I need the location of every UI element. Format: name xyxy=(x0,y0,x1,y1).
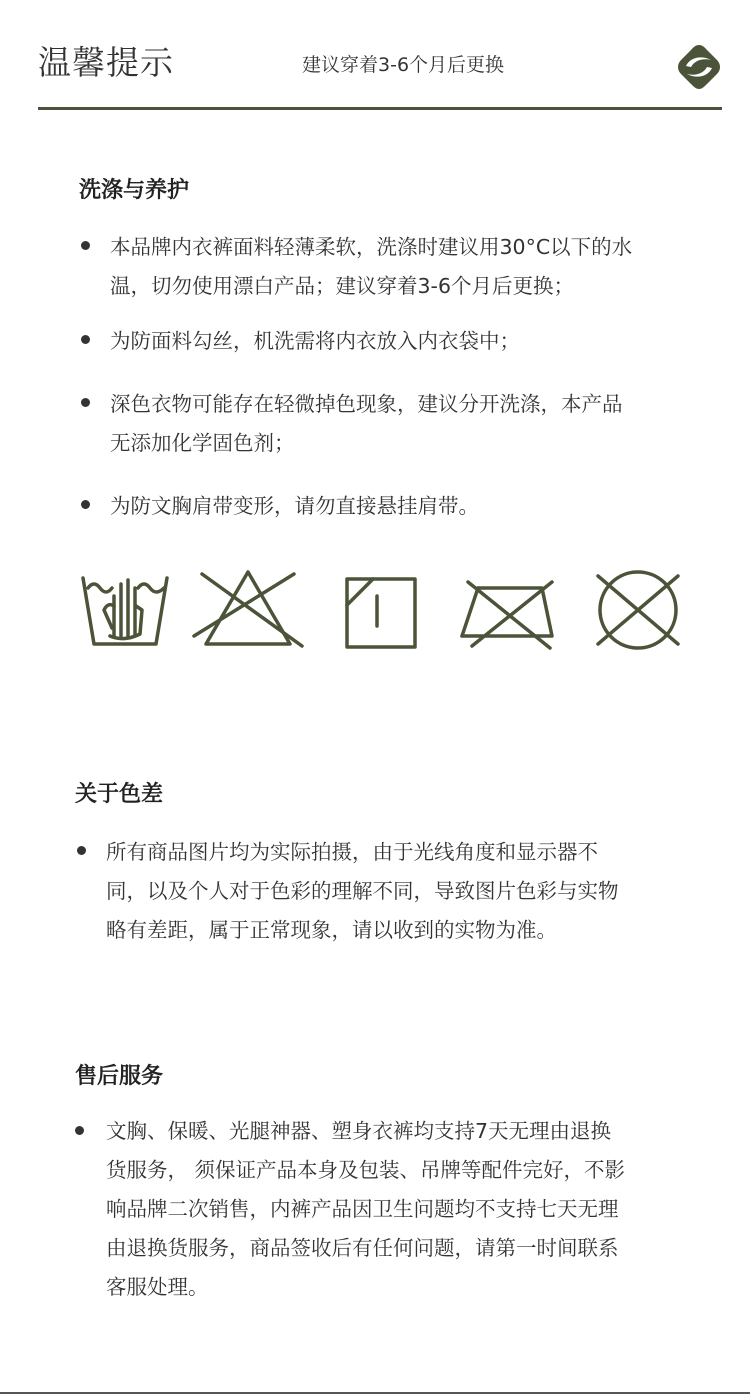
do-not-bleach-icon xyxy=(190,566,306,652)
do-not-tumble-dry-icon xyxy=(590,566,686,652)
list-item-line: 无添加化学固色剂； xyxy=(110,431,295,455)
list-item-line: 响品牌二次销售，内裤产品因卫生问题均不支持七天无理 xyxy=(106,1197,619,1221)
washing-list xyxy=(79,228,699,526)
list-item-line: 为防文胸肩带变形，请勿直接悬挂肩带。 xyxy=(110,494,479,518)
list-item-line: 为防面料勾丝，机洗需将内衣放入内衣袋中； xyxy=(110,329,520,353)
list-item-line: 同，以及个人对于色彩的理解不同，导致图片色彩与实物 xyxy=(106,879,619,903)
list-item xyxy=(79,322,699,361)
header xyxy=(38,0,722,110)
bullet-dot xyxy=(75,1126,84,1135)
care-icons-row xyxy=(80,566,690,656)
color-list xyxy=(75,833,695,950)
service-list xyxy=(75,1112,695,1307)
list-item-line: 客服处理。 xyxy=(106,1275,209,1299)
list-item-line: 货服务， 须保证产品本身及包装、吊牌等配件完好，不影 xyxy=(106,1158,626,1182)
bullet-dot xyxy=(81,241,90,250)
page-title: 温馨提示 xyxy=(38,43,174,82)
list-item-line: 略有差距，属于正常现象，请以收到的实物为准。 xyxy=(106,918,557,942)
do-not-iron-icon xyxy=(458,566,558,652)
brand-logo-icon xyxy=(675,43,723,91)
list-item-line: 温，切勿使用漂白产品；建议穿着3-6个月后更换； xyxy=(110,274,574,298)
section-title-service: 售后服务 xyxy=(75,1064,164,1089)
list-item-line: 深色衣物可能存在轻微掉色现象，建议分开洗涤，本产品 xyxy=(110,392,623,416)
list-item xyxy=(79,228,699,306)
section-title-color: 关于色差 xyxy=(75,782,164,807)
bullet-dot xyxy=(81,500,90,509)
list-item xyxy=(79,487,699,526)
list-item-line: 文胸、保暖、光腿神器、塑身衣裤均支持7天无理由退换 xyxy=(106,1119,612,1143)
list-item xyxy=(79,385,699,463)
list-item xyxy=(75,833,695,950)
list-item xyxy=(75,1112,695,1307)
bullet-dot xyxy=(81,398,90,407)
bullet-dot xyxy=(77,846,86,855)
bullet-dot xyxy=(81,335,90,344)
drip-dry-icon xyxy=(342,566,418,652)
list-item-line: 所有商品图片均为实际拍摄，由于光线角度和显示器不 xyxy=(106,840,598,864)
list-item-line: 由退换货服务，商品签收后有任何问题，请第一时间联系 xyxy=(106,1236,619,1260)
list-item-line: 本品牌内衣裤面料轻薄柔软，洗涤时建议用30°C以下的水 xyxy=(110,235,633,259)
header-subtitle: 建议穿着3-6个月后更换 xyxy=(302,54,505,76)
section-title-washing: 洗涤与养护 xyxy=(79,178,190,203)
hand-wash-icon xyxy=(80,566,172,652)
